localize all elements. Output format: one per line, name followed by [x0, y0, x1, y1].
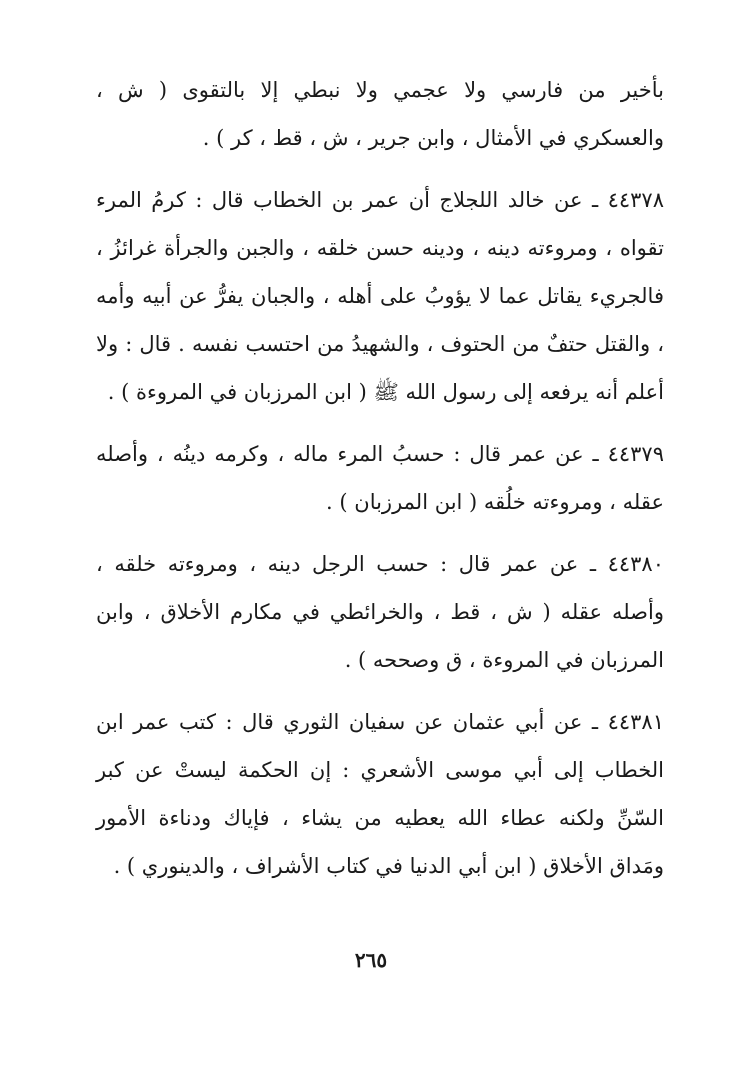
page-number: ٢٦٥	[354, 948, 388, 972]
paragraph-gap	[96, 416, 664, 430]
page-body	[96, 66, 664, 890]
paragraph-gap	[96, 526, 664, 540]
paragraph-continuation: بأخير من فارسي ولا عجمي ولا نبطي إلا بالتقوى ( ش ، والعسكري في الأمثال ، وابن جرير ، ش ، قط ، كر ) .	[96, 78, 664, 150]
hadith-44379: ٤٤٣٧٩ ـ عن عمر قال : حسبُ المرء ماله ، وكرمه دينُه ، وأصله عقله ، ومروءته خلُقه ( ابن المرزبان ) .	[96, 442, 664, 514]
hadith-44380: ٤٤٣٨٠ ـ عن عمر قال : حسب الرجل دينه ، ومروءته خلقه ، وأصله عقله ( ش ، قط ، والخرائطي في مكارم الأخلاق ، وابن المرزبان في المروءة ، ق وصححه ) .	[96, 552, 664, 672]
hadith-44378: ٤٤٣٧٨ ـ عن خالد اللجلاج أن عمر بن الخطاب قال : كرمُ المرء تقواه ، ومروءته دينه ، ودينه حسن خلقه ، والجبن والجرأة غرائزُ ، فالجريء يقاتل عما لا يؤوبُ على أهله ، والجبان يفرُّ عن أبيه وأمه ، والقتل حتفٌ من الحتوف ، والشهيدُ من احتسب نفسه . قال : ولا أعلم أنه يرفعه إلى رسول الله ﷺ ( ابن المرزبان في المروءة ) .	[96, 188, 664, 404]
paragraph-gap	[96, 684, 664, 698]
hadith-44381: ٤٤٣٨١ ـ عن أبي عثمان عن سفيان الثوري قال : كتب عمر ابن الخطاب إلى أبي موسى الأشعري : إن الحكمة ليستْ عن كبر السّنِّ ولكنه عطاء الله يعطيه من يشاء ، فإياك ودناءة الأمور ومَداق الأخلاق ( ابن أبي الدنيا في كتاب الأشراف ، والدينوري ) .	[96, 710, 664, 878]
paragraph-gap	[96, 162, 664, 176]
